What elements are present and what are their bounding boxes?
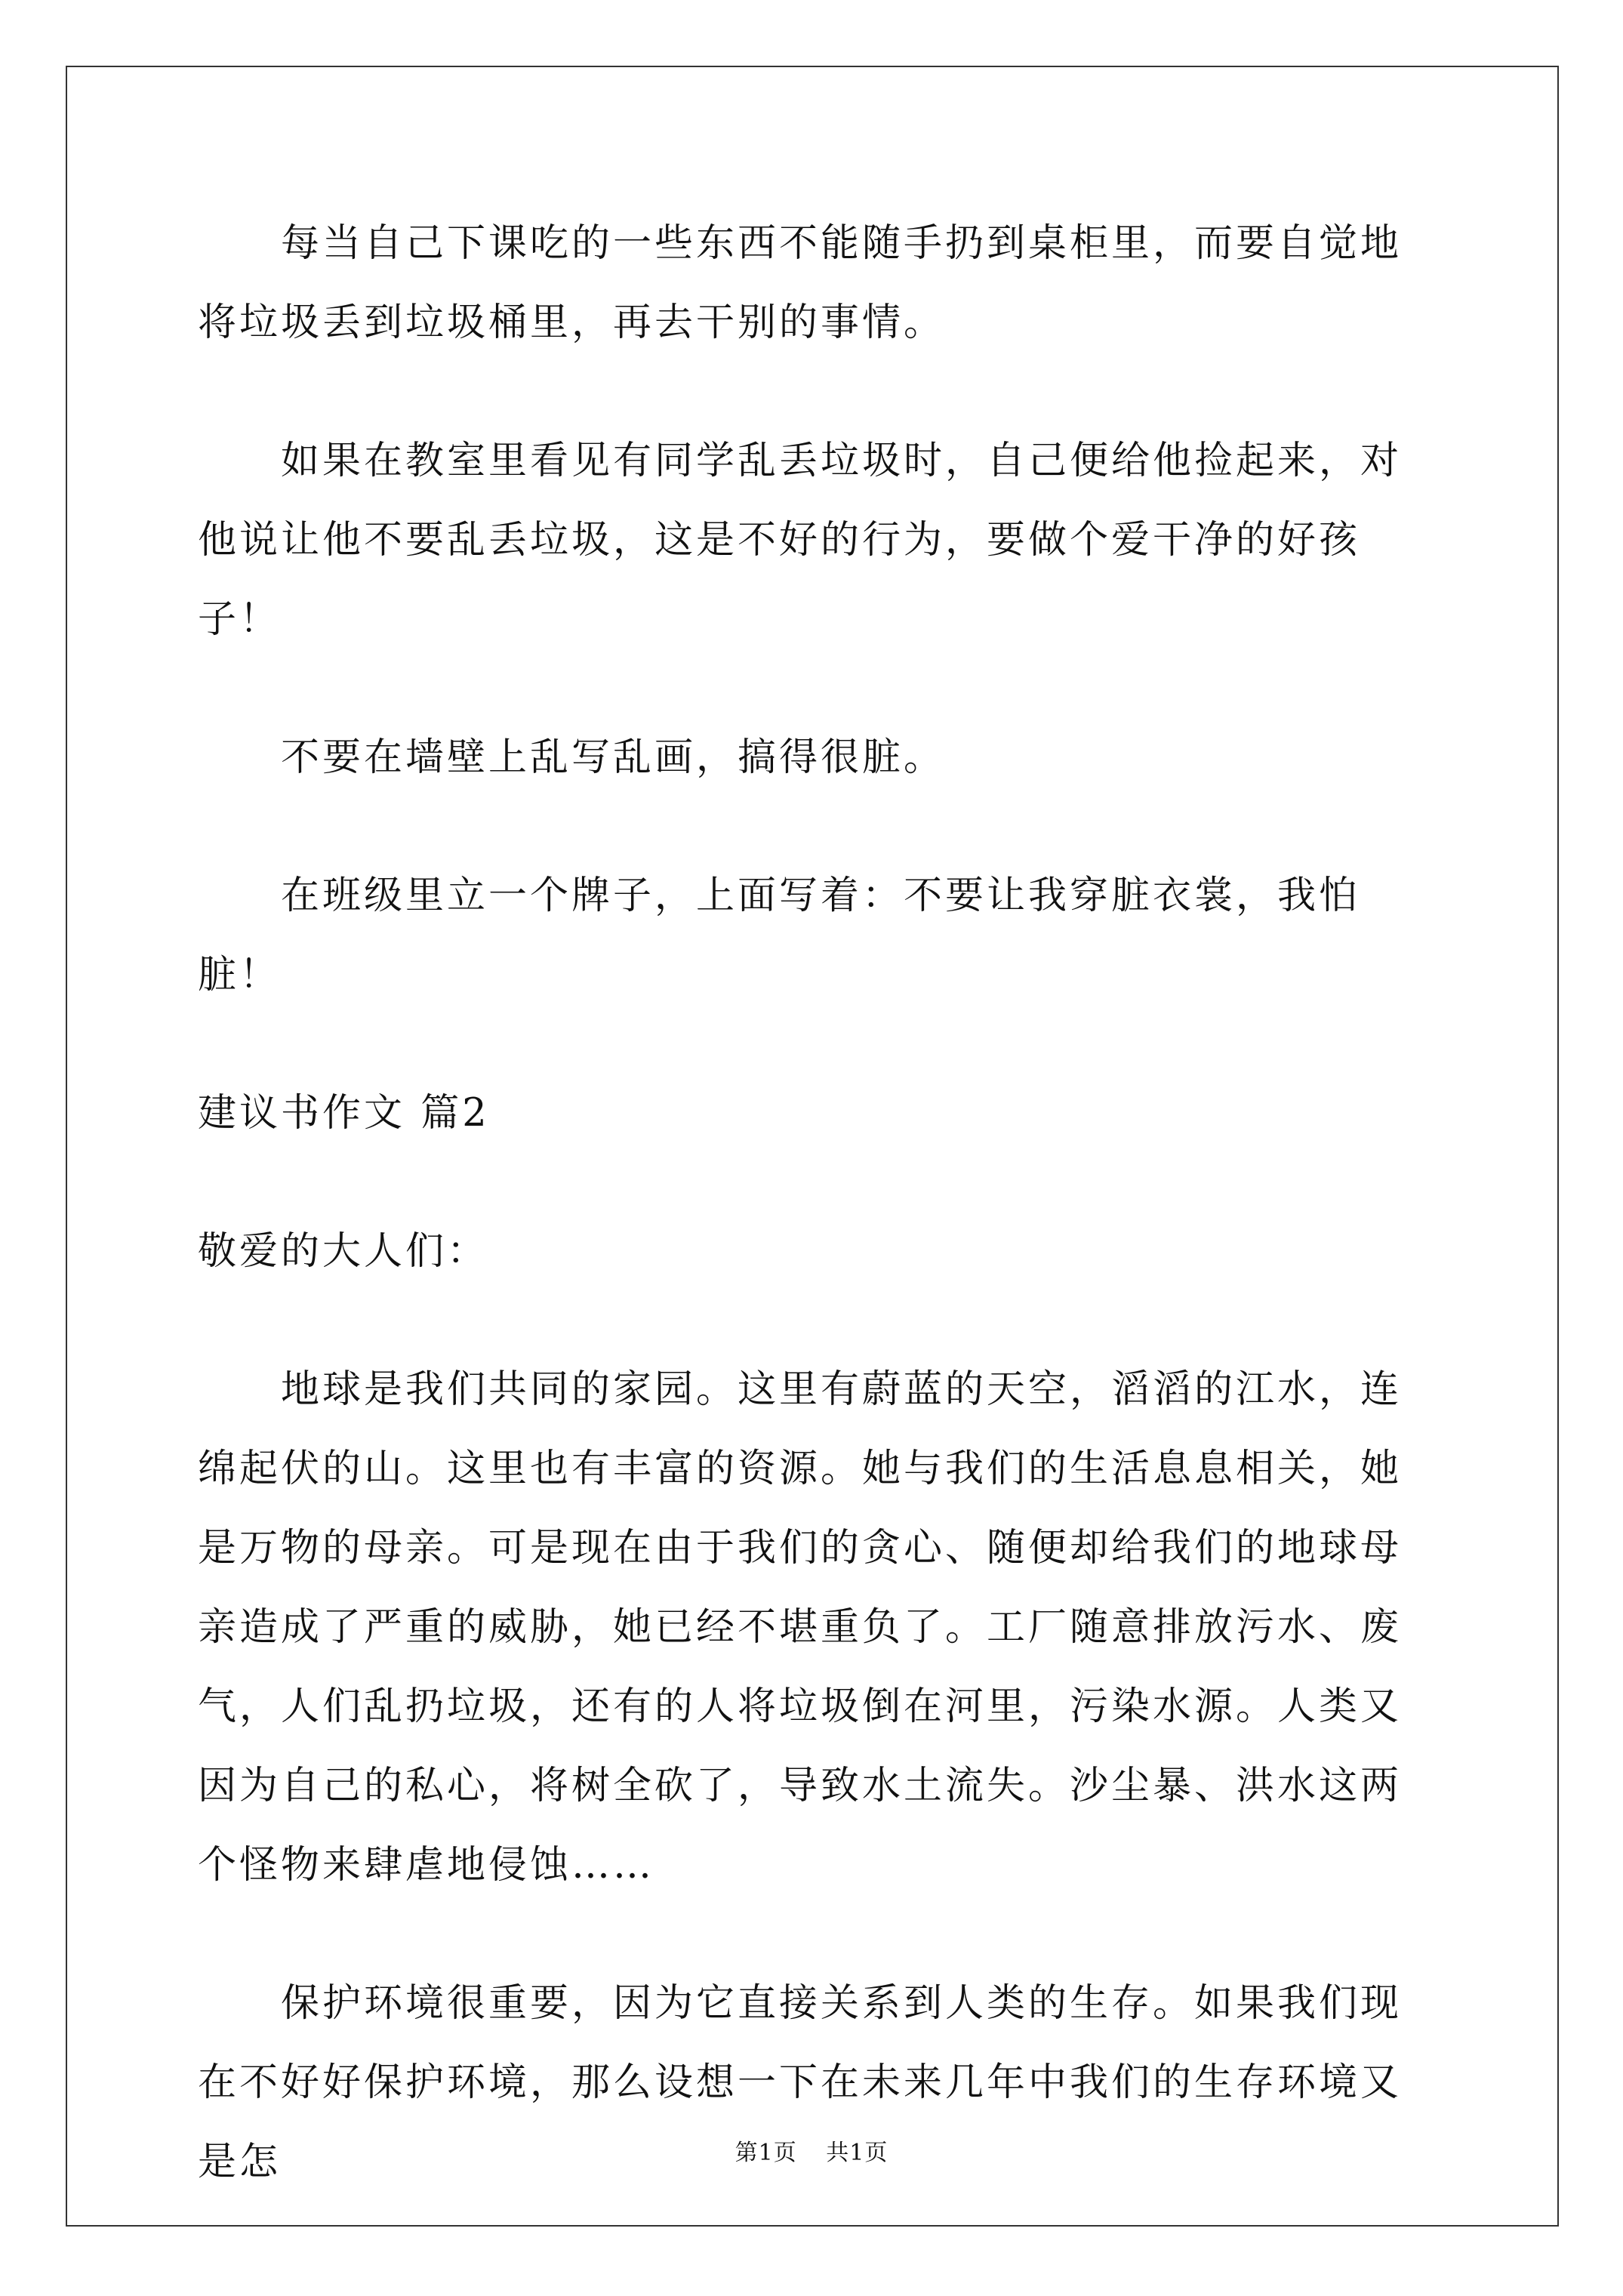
page-footer <box>0 2134 1623 2167</box>
salutation: 敬爱的大人们： <box>198 1229 489 1274</box>
paragraph: 保护环境很重要，因为它直接关系到人类的生存。如果我们现在不好好保护环境，那么设想一下在未来几年中我们的生存环境又是怎 <box>198 1981 1403 2184</box>
paragraph: 如果在教室里看见有同学乱丢垃圾时，自己便给他捡起来，对他说让他不要乱丢垃圾，这是不好的行为，要做个爱干净的好孩子！ <box>198 439 1403 642</box>
page-number: 第1页 <box>735 2140 797 2166</box>
paragraph: 地球是我们共同的家园。这里有蔚蓝的天空，滔滔的江水，连绵起伏的山。这里也有丰富的资源。她与我们的生活息息相关，她是万物的母亲。可是现在由于我们的贪心、随便却给我们的地球母亲造成了严重的威胁，她已经不堪重负了。工厂随意排放污水、废气，人们乱扔垃圾，还有的人将垃圾倒在河里，污染水源。人类又因为自己的私心，将树全砍了，导致水土流失。沙尘暴、洪水这两个怪物来肆虐地侵蚀…… <box>198 1367 1403 1888</box>
section-heading: 建议书作文 篇2 <box>198 1091 490 1136</box>
document-body <box>198 204 1427 2202</box>
page-total: 共1页 <box>826 2140 888 2166</box>
paragraph: 在班级里立一个牌子，上面写着：不要让我穿脏衣裳，我怕脏！ <box>198 874 1361 997</box>
paragraph: 每当自己下课吃的一些东西不能随手扔到桌柜里，而要自觉地将垃圾丢到垃圾桶里，再去干别的事情。 <box>198 221 1403 345</box>
paragraph: 不要在墙壁上乱写乱画，搞得很脏。 <box>281 735 946 780</box>
